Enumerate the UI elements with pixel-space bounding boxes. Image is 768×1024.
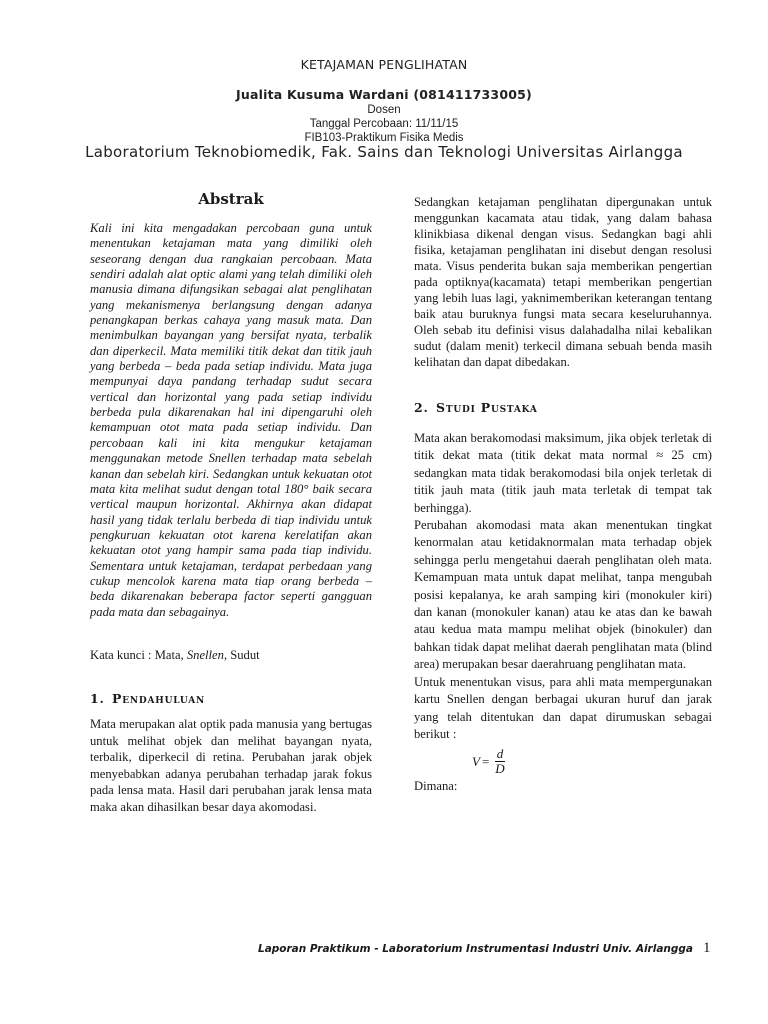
section-1-body: Mata merupakan alat optik pada manusia yang bertugas untuk melihat objek dan melihat bayangan nyata, terbalik, diperkecil di retina. Perubahan jarak objek menyebabkan adanya perubahan terhadap jarak fokus pada lensa mata. Hasil dari perubahan jarak lensa mata maka akan dihasilkan besar daya akomodasi. bbox=[90, 716, 372, 814]
formula-lhs: V bbox=[472, 753, 480, 769]
abstract-heading: Abstrak bbox=[198, 190, 264, 208]
course-line: FIB103-Praktikum Fisika Medis bbox=[304, 132, 464, 144]
left-column bbox=[90, 190, 372, 816]
section-2-paragraph-2: Perubahan akomodasi mata akan menentukan tingkat kenormalan atau ketidaknormalan mata terhadap objek sehingga perlu mengetahui daerah penglihatan oleh mata. Kemampuan mata untuk dapat melihat, tanpa mengubah posisi kepalanya, ke arah samping kiri (monokuler kiri) dan kanan (monokuler kanan) atau ke atas dan ke bawah atau kedua mata mampu melihat objek (binokuler) dan bahkan tidak dapat melihat daerah penglihatan mata (blind area) merupakan besar daerahruang penglihatan mata. bbox=[414, 518, 712, 672]
formula-numerator: d bbox=[496, 746, 504, 762]
section-1-title: Pendahuluan bbox=[112, 690, 206, 706]
intro-continued: Sedangkan ketajaman penglihatan dipergunakan untuk menggunkan kacamata atau tidak, yang dalam bahasa klinikbiasa dikenal dengan visus. Sedangkan bagi ahli fisika, ketajaman penglihatan ini disebut dengan resolusi mata. Visus penderita bukan saja memberikan pengertian pada optiknya(kacamata) tetapi memberikan pengertian yang lebih luas lagi, yaknimemberikan keterangan tentang baik atau buruknya fungsi mata secara keseluruhannya. Oleh sebab itu definisi visus dalahadalha nilai kebalikan sudut (dalam menit) terkecil dimana sebuah benda masih kelihatan dan dapat dibedakan. bbox=[414, 195, 712, 369]
section-2-title: Studi Pustaka bbox=[436, 400, 538, 415]
date-line: Tanggal Percobaan: 11/11/15 bbox=[309, 118, 459, 130]
keyword-snellen: Snellen bbox=[186, 647, 224, 662]
paper-title: KETAJAMAN PENGLIHATAN bbox=[300, 57, 468, 72]
formula-equals: = bbox=[481, 753, 490, 769]
right-column bbox=[414, 194, 712, 794]
formula-fraction bbox=[493, 747, 506, 776]
keywords-rest: , Sudut bbox=[223, 647, 260, 662]
section-2-number: 2. bbox=[414, 400, 429, 415]
section-1-number: 1. bbox=[90, 690, 105, 706]
visus-formula bbox=[472, 747, 712, 776]
section-2-heading bbox=[414, 400, 712, 415]
section-1-heading bbox=[90, 691, 372, 706]
affiliation-line: Laboratorium Teknobiomedik, Fak. Sains dan Teknologi Universitas Airlangga bbox=[85, 143, 683, 161]
page-footer: Laporan Praktikum - Laboratorium Instrumentasi Industri Univ. Airlangga bbox=[258, 943, 693, 955]
keywords-label: Kata kunci : Mata, bbox=[90, 647, 187, 662]
formula-denominator: D bbox=[495, 761, 505, 777]
section-2-paragraph-3: Untuk menentukan visus, para ahli mata mempergunakan kartu Snellen dengan berbagai ukuran huruf dan jarak yang telah ditentukan dan dapat dirumuskan sebagai berikut : bbox=[414, 674, 712, 741]
dimana-label: Dimana: bbox=[414, 779, 458, 794]
keywords bbox=[90, 648, 372, 663]
role-line: Dosen bbox=[367, 104, 401, 116]
abstract-body: Kali ini kita mengadakan percobaan guna untuk menentukan ketajaman mata yang dimiliki oleh seseorang dengan dua rangkaian percobaan. Mata sendiri adalah alat optic alami yang telah dimiliki oleh manusia dimana difungsikan sebagai alat penglihatan yang mekanismenya berlangsung dengan adanya penangkapan berkas cahaya yang masuk mata. Dan menimbulkan bayangan yang bersifat nyata, terbalik dan diperkecil. Mata memiliki titik dekat dan titik jauh yang berbeda – beda pada setiap individu. Mata juga mempunyai daya pandang terhadap sudut secara vertical dan horizontal yang pada setiap individu berbeda pula dikarenakan hal ini dipengaruhi oleh kemampuan otot mata pada setiap individu. Dan percobaan kali ini kita mengukur ketajaman menggunakan metode Snellen terhadap mata sebelah kanan dan sebelah kiri. Sedangkan untuk kekuatan otot mata kita melihat sudut dengan total 180° baik secara vertical maupun horizontal. Akhirnya akan didapat hasil yang tidak terlalu berbeda di tiap individu untuk pengkuruan kekuatan otot karena kerelatifan akan kekuatan otot yang hampir sama pada tiap individu. Sementara untuk ketajaman, terdapat perbedaan yang cukup mencolok karena mata tiap orang berbeda – beda dikarenakan beberapa factor seperti gangguan pada mata dan sebagainya. bbox=[90, 221, 372, 619]
section-2-paragraph-1: Mata akan berakomodasi maksimum, jika objek terletak di titik dekat mata (titik dekat mata normal ≈ 25 cm) sedangkan mata tidak berakomodasi bila onjek terletak di titik jauh mata (titik jauh mata terletak di tempat tak berhingga). bbox=[414, 431, 712, 515]
author-line: Jualita Kusuma Wardani (081411733005) bbox=[236, 87, 532, 102]
page-number: 1 bbox=[703, 940, 711, 956]
